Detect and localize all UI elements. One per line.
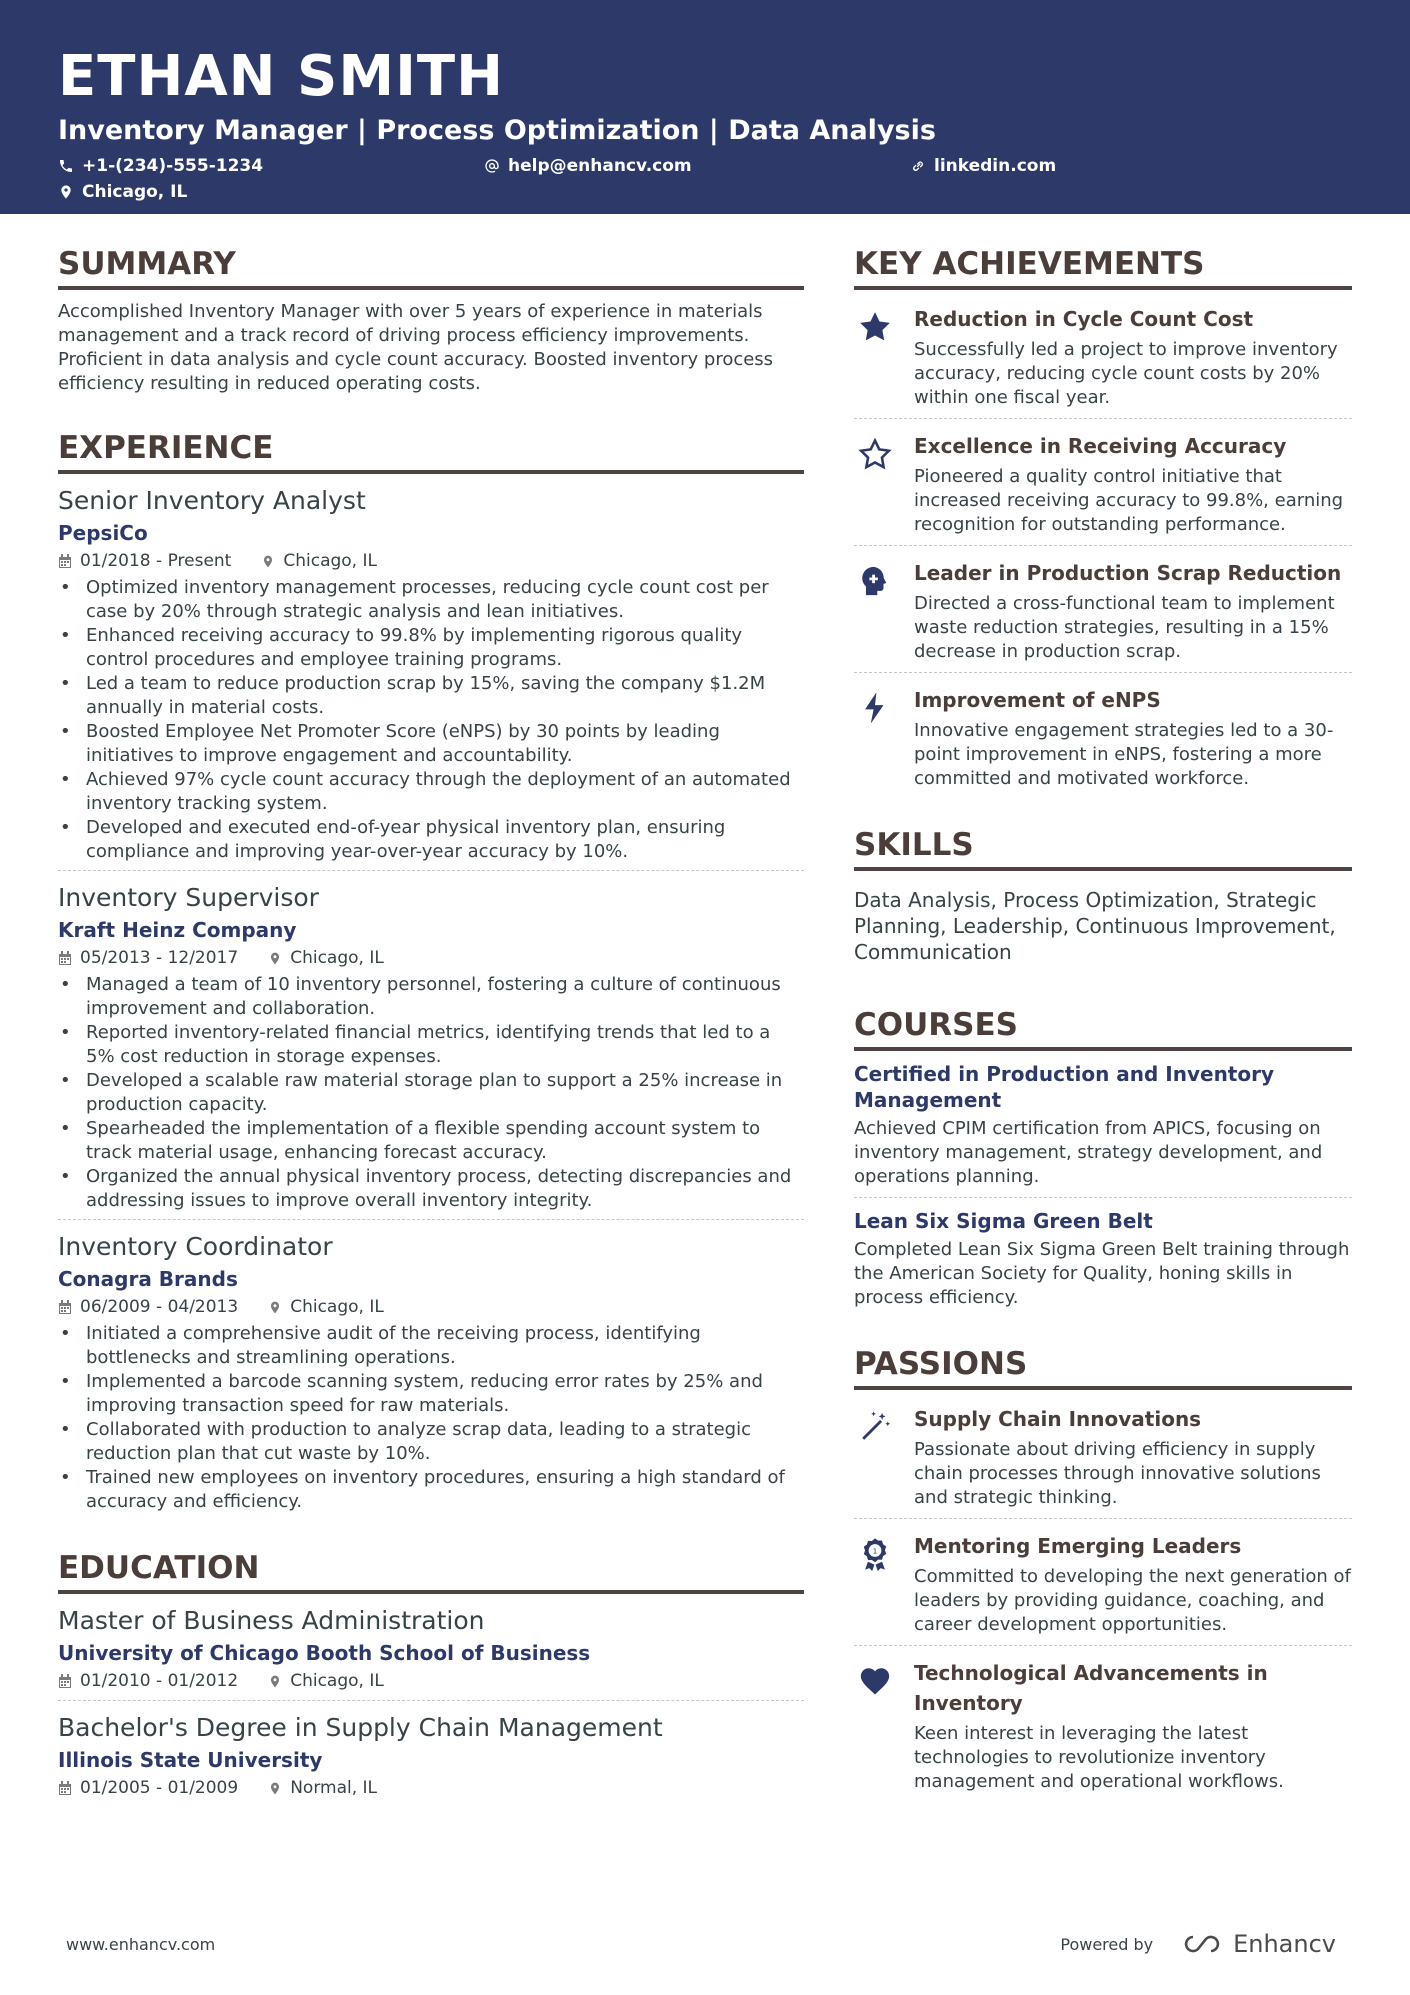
achievement-desc: Directed a cross-functional team to implement waste reduction strategies, resulting in a 15% decrease in production scrap.	[914, 593, 1335, 662]
job-role: Senior Inventory Analyst	[58, 486, 366, 515]
job-bullet: • Collaborated with production to analyze scrap data, leading to a strategic reduction plan that cut waste by 10%.	[58, 1418, 804, 1466]
courses-heading: COURSES	[854, 1005, 1352, 1051]
job-role: Inventory Supervisor	[58, 883, 319, 912]
achievement-title: Improvement of eNPS	[914, 688, 1161, 712]
linkedin-text: linkedin.com	[934, 156, 1057, 176]
contact-location	[58, 180, 187, 204]
education-location: Normal, IL	[290, 1778, 378, 1798]
achievement-desc: Innovative engagement strategies led to a 30-point improvement in eNPS, fostering a more committed and motivated workforce.	[914, 720, 1334, 789]
right-column	[854, 244, 1352, 1834]
job-role: Inventory Coordinator	[58, 1232, 333, 1261]
education-meta	[58, 1775, 804, 1801]
education-degree: Master of Business Administration	[58, 1606, 485, 1635]
job-bullets	[58, 1322, 804, 1514]
page-footer	[66, 1930, 1336, 1958]
skills-heading: SKILLS	[854, 825, 1352, 871]
svg-text:1: 1	[872, 1546, 878, 1556]
contact-row-2	[58, 180, 1352, 204]
location-pin-icon	[268, 1781, 282, 1796]
passion-item	[854, 1527, 1352, 1646]
job-company: Conagra Brands	[58, 1267, 238, 1291]
job-entry	[58, 881, 804, 1220]
achievement-title: Reduction in Cycle Count Cost	[914, 307, 1254, 331]
calendar-icon	[58, 1300, 72, 1315]
magic-wand-icon	[858, 1410, 892, 1444]
job-bullets	[58, 576, 804, 864]
education-school: University of Chicago Booth School of Business	[58, 1641, 591, 1665]
job-company: PepsiCo	[58, 521, 148, 545]
job-bullet: • Reported inventory-related financial metrics, identifying trends that led to a 5% cost reduction in storage expenses.	[58, 1021, 804, 1069]
education-meta	[58, 1668, 804, 1694]
education-entry	[58, 1604, 804, 1701]
location-pin-icon	[268, 1674, 282, 1689]
course-desc: Completed Lean Six Sigma Green Belt training through the American Society for Quality, honing skills in process efficiency.	[854, 1239, 1350, 1308]
location-pin-icon	[268, 1300, 282, 1315]
course-item	[854, 1061, 1352, 1198]
location-text: Chicago, IL	[82, 182, 188, 202]
job-location: Chicago, IL	[290, 1297, 384, 1317]
education-degree: Bachelor's Degree in Supply Chain Management	[58, 1713, 663, 1742]
courses-section	[854, 1005, 1352, 1318]
education-dates: 01/2010 - 01/2012	[80, 1671, 239, 1691]
passion-title: Mentoring Emerging Leaders	[914, 1534, 1242, 1558]
job-meta	[58, 945, 804, 971]
footer-website[interactable]: www.enhancv.com	[66, 1934, 216, 1954]
education-heading: EDUCATION	[58, 1548, 804, 1594]
skills-text: Data Analysis, Process Optimization, Strategic Planning, Leadership, Continuous Improvement, Communication	[854, 888, 1336, 964]
resume-header	[0, 0, 1410, 214]
achievement-title: Excellence in Receiving Accuracy	[914, 434, 1287, 458]
award-ribbon-icon	[858, 1537, 892, 1571]
star-filled-icon	[858, 310, 892, 344]
email-text: help@enhancv.com	[508, 156, 692, 176]
location-pin-icon	[261, 554, 275, 569]
summary-section	[58, 244, 804, 396]
link-icon	[910, 158, 926, 174]
education-school: Illinois State University	[58, 1748, 323, 1772]
job-bullet: • Managed a team of 10 inventory personnel, fostering a culture of continuous improvement and collaboration.	[58, 973, 804, 1021]
contact-row	[58, 154, 1352, 178]
job-bullet: • Initiated a comprehensive audit of the receiving process, identifying bottlenecks and streamlining operations.	[58, 1322, 804, 1370]
enhancv-logo[interactable]	[1179, 1930, 1336, 1958]
passion-item	[854, 1654, 1352, 1802]
location-pin-icon	[58, 184, 74, 200]
achievement-item	[854, 681, 1352, 799]
course-item	[854, 1208, 1352, 1318]
brand-name: Enhancv	[1233, 1930, 1336, 1958]
job-bullet: • Developed a scalable raw material storage plan to support a 25% increase in production capacity.	[58, 1069, 804, 1117]
passion-desc: Passionate about driving efficiency in supply chain processes through innovative solutions and strategic thinking.	[914, 1439, 1321, 1508]
star-outline-icon	[858, 437, 892, 471]
candidate-name: ETHAN SMITH	[58, 44, 504, 109]
job-bullet: • Organized the annual physical inventory process, detecting discrepancies and addressing issues to improve overall inventory integrity.	[58, 1165, 804, 1213]
passions-heading: PASSIONS	[854, 1344, 1352, 1390]
achievement-desc: Successfully led a project to improve inventory accuracy, reducing cycle count costs by 20% within one fiscal year.	[914, 339, 1338, 408]
summary-text: Accomplished Inventory Manager with over 5 years of experience in materials management and a track record of driving process efficiency improvements. Proficient in data analysis and cycle count accuracy. Boosted inventory process efficiency resulting in reduced operating costs.	[58, 301, 774, 394]
education-entry	[58, 1711, 804, 1807]
job-bullet: • Boosted Employee Net Promoter Score (eNPS) by 30 points by leading initiatives to improve engagement and accountability.	[58, 720, 804, 768]
passion-item	[854, 1400, 1352, 1519]
calendar-icon	[58, 1674, 72, 1689]
achievement-item	[854, 300, 1352, 419]
job-bullet: • Developed and executed end-of-year physical inventory plan, ensuring compliance and improving year-over-year accuracy by 10%.	[58, 816, 804, 864]
job-dates: 01/2018 - Present	[80, 551, 232, 571]
phone-icon	[58, 158, 74, 174]
heart-icon	[858, 1664, 892, 1698]
passion-desc: Keen interest in leveraging the latest technologies to revolutionize inventory management and operational workflows.	[914, 1723, 1284, 1792]
achievements-heading: KEY ACHIEVEMENTS	[854, 244, 1352, 290]
location-pin-icon	[268, 951, 282, 966]
education-location: Chicago, IL	[290, 1671, 384, 1691]
job-location: Chicago, IL	[290, 948, 384, 968]
passion-title: Supply Chain Innovations	[914, 1407, 1202, 1431]
job-location: Chicago, IL	[283, 551, 377, 571]
achievement-desc: Pioneered a quality control initiative that increased receiving accuracy to 99.8%, earning recognition for outstanding performance.	[914, 466, 1344, 535]
job-meta	[58, 1294, 804, 1320]
course-title: Lean Six Sigma Green Belt	[854, 1209, 1153, 1233]
job-dates: 05/2013 - 12/2017	[80, 948, 239, 968]
contact-linkedin[interactable]	[910, 154, 1056, 178]
job-bullet: • Optimized inventory management processes, reducing cycle count cost per case by 20% through strategic analysis and lean initiatives.	[58, 576, 804, 624]
passions-section	[854, 1344, 1352, 1802]
lightning-icon	[858, 691, 892, 725]
achievement-item	[854, 554, 1352, 673]
job-entry	[58, 1230, 804, 1520]
calendar-icon	[58, 554, 72, 569]
head-brain-icon	[858, 564, 892, 598]
summary-heading: SUMMARY	[58, 244, 804, 290]
passion-title: Technological Advancements in Inventory	[914, 1661, 1268, 1715]
job-bullet: • Trained new employees on inventory procedures, ensuring a high standard of accuracy and efficiency.	[58, 1466, 804, 1514]
job-entry	[58, 484, 804, 871]
enhancv-logo-icon	[1179, 1932, 1225, 1956]
experience-heading: EXPERIENCE	[58, 428, 804, 474]
job-bullet: • Spearheaded the implementation of a flexible spending account system to track material usage, enhancing forecast accuracy.	[58, 1117, 804, 1165]
left-column	[58, 244, 804, 1839]
powered-by	[1060, 1930, 1336, 1958]
job-bullet: • Enhanced receiving accuracy to 99.8% by implementing rigorous quality control procedures and employee training programs.	[58, 624, 804, 672]
job-bullet: • Achieved 97% cycle count accuracy through the deployment of an automated inventory tracking system.	[58, 768, 804, 816]
powered-by-text: Powered by	[1060, 1934, 1154, 1954]
education-dates: 01/2005 - 01/2009	[80, 1778, 239, 1798]
contact-phone[interactable]	[58, 154, 484, 178]
job-bullet: • Implemented a barcode scanning system, reducing error rates by 25% and improving transaction speed for raw materials.	[58, 1370, 804, 1418]
passion-desc: Committed to developing the next generation of leaders by providing guidance, coaching, and career development opportunities.	[914, 1566, 1351, 1635]
phone-text: +1-(234)-555-1234	[82, 156, 264, 176]
job-company: Kraft Heinz Company	[58, 918, 297, 942]
calendar-icon	[58, 1781, 72, 1796]
experience-section	[58, 428, 804, 1520]
skills-section	[854, 825, 1352, 965]
job-meta	[58, 548, 804, 574]
course-title: Certified in Production and Inventory Management	[854, 1062, 1275, 1112]
achievement-title: Leader in Production Scrap Reduction	[914, 561, 1342, 585]
achievement-item	[854, 427, 1352, 546]
contact-email[interactable]	[484, 154, 910, 178]
job-bullet: • Led a team to reduce production scrap by 15%, saving the company $1.2M annually in material costs.	[58, 672, 804, 720]
education-section	[58, 1548, 804, 1807]
job-bullets	[58, 973, 804, 1213]
course-desc: Achieved CPIM certification from APICS, focusing on inventory management, strategy development, and operations planning.	[854, 1118, 1323, 1187]
job-dates: 06/2009 - 04/2013	[80, 1297, 239, 1317]
at-icon	[484, 158, 500, 174]
calendar-icon	[58, 951, 72, 966]
candidate-title: Inventory Manager | Process Optimization | Data Analysis	[58, 115, 936, 146]
achievements-section	[854, 244, 1352, 799]
